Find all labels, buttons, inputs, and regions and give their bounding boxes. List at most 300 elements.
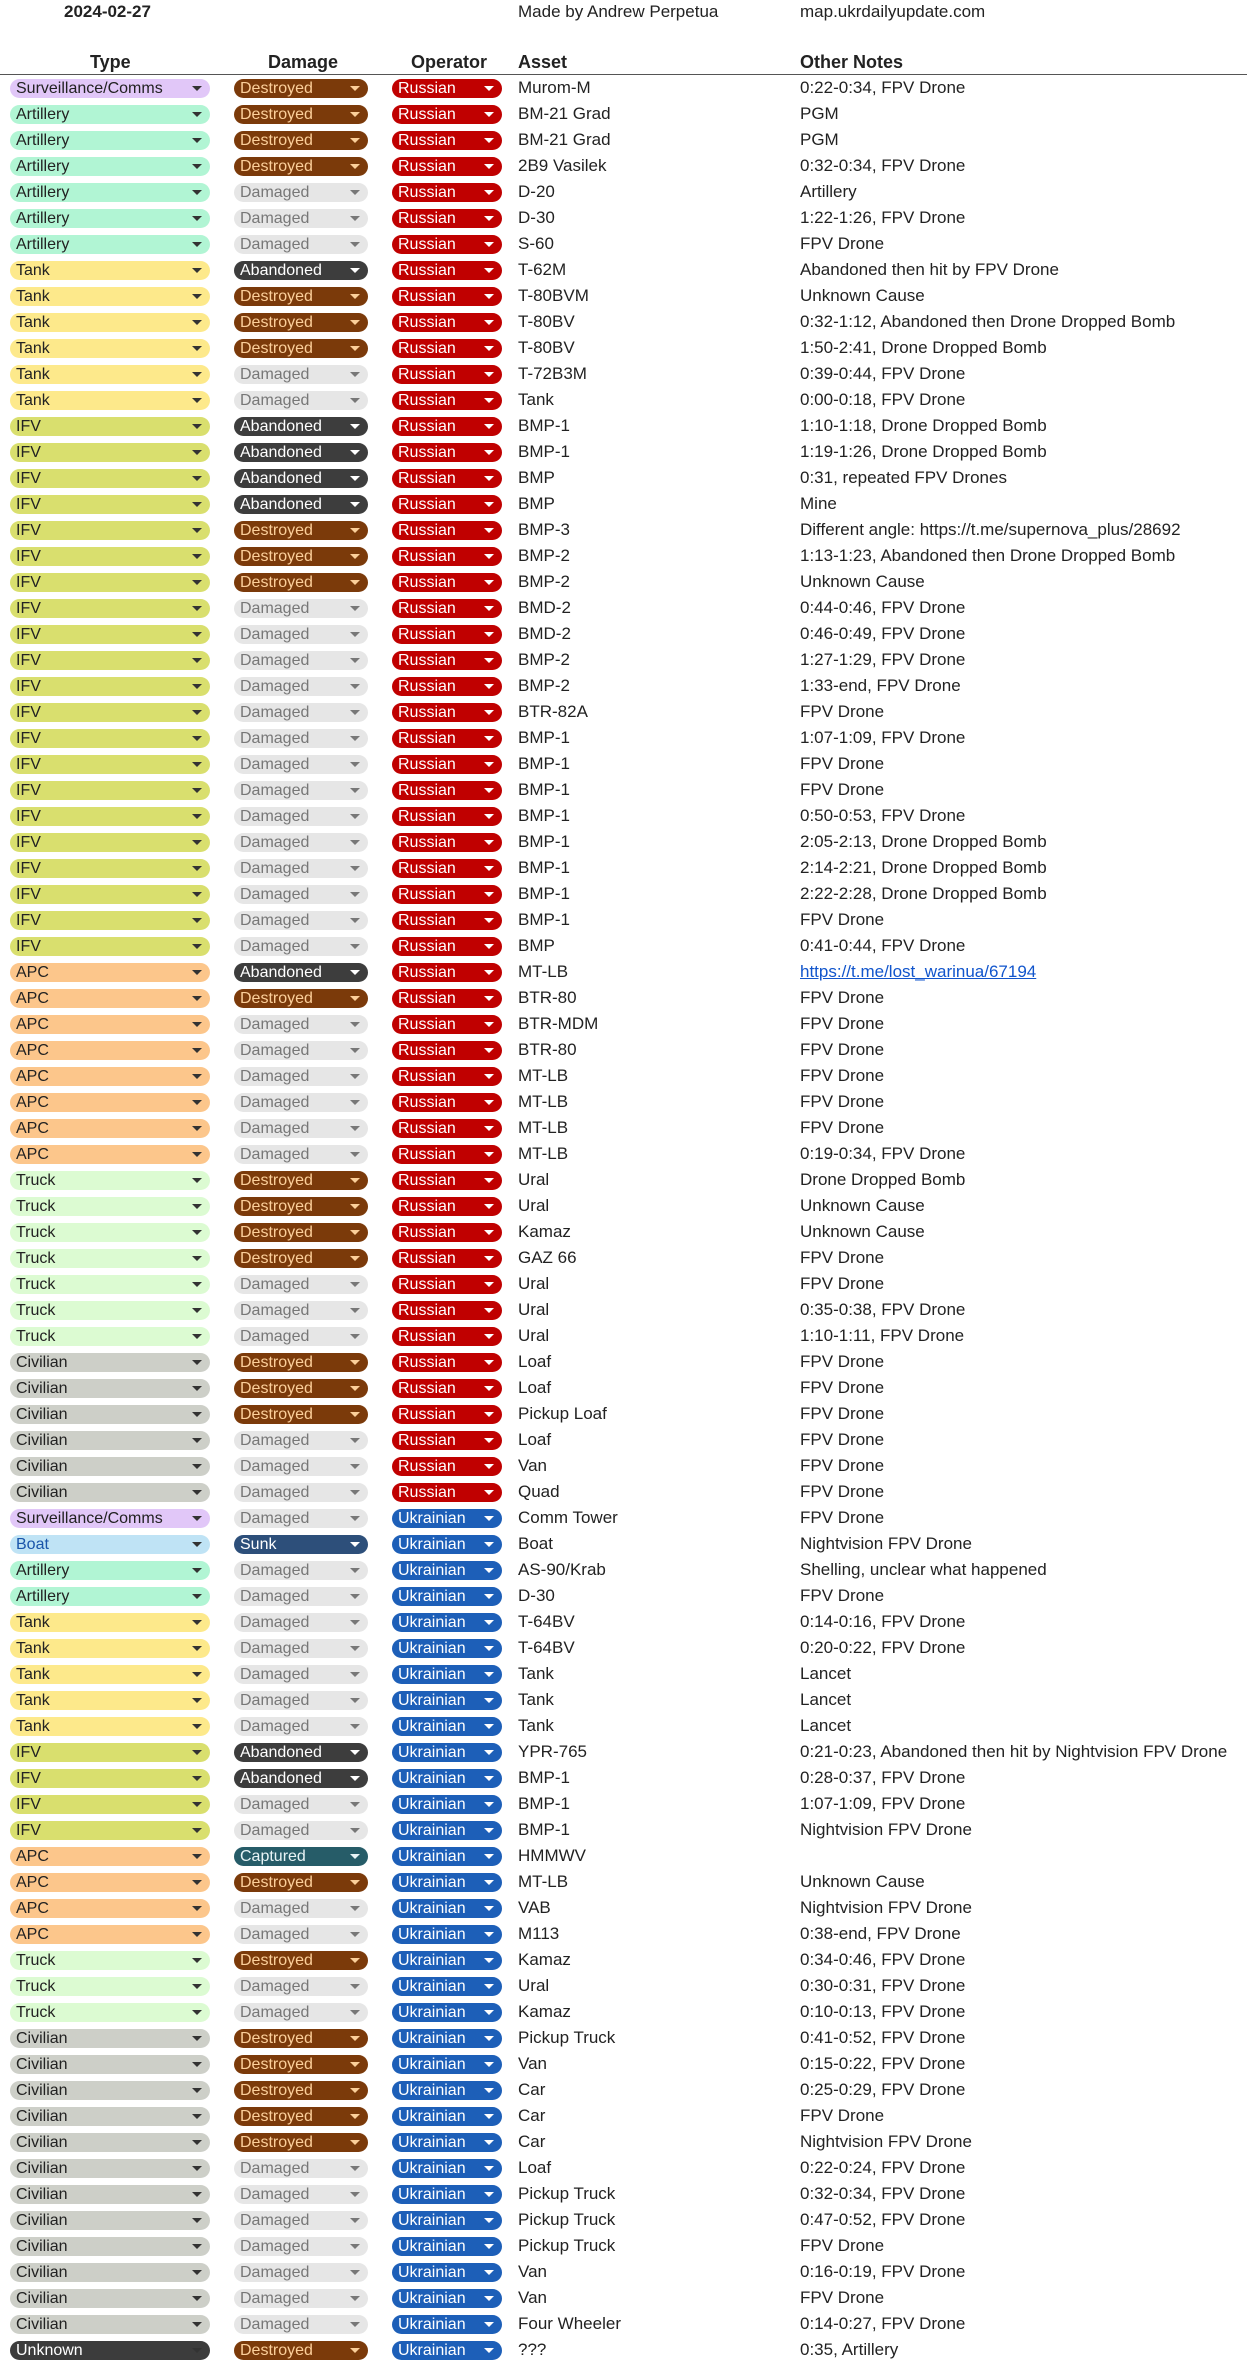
type-dropdown[interactable] (10, 1145, 210, 1164)
operator-dropdown[interactable] (392, 105, 502, 124)
operator-dropdown[interactable] (392, 1665, 502, 1684)
operator-dropdown[interactable] (392, 1145, 502, 1164)
damage-dropdown[interactable] (234, 443, 368, 462)
damage-dropdown[interactable] (234, 105, 368, 124)
operator-dropdown[interactable] (392, 2185, 502, 2204)
notes-cell: 1:22-1:26, FPV Drone (800, 208, 966, 227)
operator-dropdown[interactable] (392, 599, 502, 618)
damage-dropdown-label: Damaged (240, 392, 310, 409)
operator-dropdown[interactable] (392, 755, 502, 774)
operator-dropdown[interactable] (392, 365, 502, 384)
operator-dropdown[interactable] (392, 1613, 502, 1632)
type-dropdown[interactable] (10, 1847, 210, 1866)
operator-dropdown[interactable] (392, 1015, 502, 1034)
damage-dropdown[interactable] (234, 261, 368, 280)
damage-dropdown[interactable] (234, 781, 368, 800)
operator-dropdown[interactable] (392, 1171, 502, 1190)
type-dropdown[interactable] (10, 2211, 210, 2230)
operator-dropdown[interactable] (392, 443, 502, 462)
damage-dropdown[interactable] (234, 131, 368, 150)
operator-dropdown[interactable] (392, 651, 502, 670)
damage-dropdown[interactable] (234, 1041, 368, 1060)
asset-cell: Van (518, 2054, 547, 2073)
type-dropdown[interactable] (10, 79, 210, 98)
caret-down-icon (350, 996, 360, 1001)
type-dropdown[interactable] (10, 1509, 210, 1528)
type-dropdown[interactable] (10, 1171, 210, 1190)
type-dropdown[interactable] (10, 833, 210, 852)
damage-dropdown[interactable] (234, 1379, 368, 1398)
operator-dropdown[interactable] (392, 2029, 502, 2048)
damage-dropdown[interactable] (234, 1743, 368, 1762)
damage-dropdown[interactable] (234, 1067, 368, 1086)
operator-dropdown[interactable] (392, 1821, 502, 1840)
type-dropdown[interactable] (10, 781, 210, 800)
operator-dropdown[interactable] (392, 1431, 502, 1450)
type-dropdown[interactable] (10, 1613, 210, 1632)
damage-dropdown[interactable] (234, 1561, 368, 1580)
type-dropdown[interactable] (10, 859, 210, 878)
operator-dropdown[interactable] (392, 807, 502, 826)
operator-dropdown[interactable] (392, 1379, 502, 1398)
type-dropdown[interactable] (10, 1717, 210, 1736)
operator-dropdown[interactable] (392, 1535, 502, 1554)
operator-dropdown[interactable] (392, 625, 502, 644)
operator-dropdown[interactable] (392, 1717, 502, 1736)
asset-cell: D-30 (518, 1586, 555, 1605)
type-dropdown[interactable] (10, 2133, 210, 2152)
type-dropdown[interactable] (10, 573, 210, 592)
type-dropdown[interactable] (10, 469, 210, 488)
operator-dropdown[interactable] (392, 2107, 502, 2126)
type-dropdown[interactable] (10, 1379, 210, 1398)
damage-dropdown[interactable] (234, 1847, 368, 1866)
damage-dropdown[interactable] (234, 625, 368, 644)
operator-dropdown-label: Ukrainian (398, 1978, 466, 1995)
damage-dropdown-label: Destroyed (240, 1874, 313, 1891)
damage-dropdown[interactable] (234, 1353, 368, 1372)
type-dropdown[interactable] (10, 703, 210, 722)
asset-cell: Pickup Truck (518, 2028, 616, 2047)
operator-dropdown[interactable] (392, 2237, 502, 2256)
damage-dropdown[interactable] (234, 963, 368, 982)
damage-dropdown[interactable] (234, 833, 368, 852)
damage-dropdown[interactable] (234, 79, 368, 98)
type-dropdown[interactable] (10, 651, 210, 670)
type-dropdown[interactable] (10, 2263, 210, 2282)
type-dropdown[interactable] (10, 365, 210, 384)
damage-dropdown[interactable] (234, 2263, 368, 2282)
damage-dropdown[interactable] (234, 1145, 368, 1164)
damage-dropdown[interactable] (234, 807, 368, 826)
type-dropdown[interactable] (10, 157, 210, 176)
caret-down-icon (350, 840, 360, 845)
type-dropdown[interactable] (10, 1873, 210, 1892)
operator-dropdown[interactable] (392, 2159, 502, 2178)
damage-dropdown[interactable] (234, 599, 368, 618)
damage-dropdown[interactable] (234, 2003, 368, 2022)
type-dropdown[interactable] (10, 235, 210, 254)
operator-dropdown[interactable] (392, 521, 502, 540)
damage-dropdown[interactable] (234, 365, 368, 384)
type-dropdown[interactable] (10, 339, 210, 358)
operator-dropdown[interactable] (392, 2315, 502, 2334)
damage-dropdown[interactable] (234, 1223, 368, 1242)
type-dropdown[interactable] (10, 1353, 210, 1372)
operator-dropdown[interactable] (392, 1301, 502, 1320)
operator-dropdown[interactable] (392, 417, 502, 436)
damage-dropdown[interactable] (234, 1405, 368, 1424)
operator-dropdown[interactable] (392, 963, 502, 982)
operator-dropdown[interactable] (392, 1899, 502, 1918)
damage-dropdown[interactable] (234, 209, 368, 228)
operator-dropdown[interactable] (392, 833, 502, 852)
operator-dropdown[interactable] (392, 1119, 502, 1138)
operator-dropdown[interactable] (392, 313, 502, 332)
damage-dropdown[interactable] (234, 1171, 368, 1190)
damage-dropdown[interactable] (234, 2055, 368, 2074)
type-dropdown[interactable] (10, 1951, 210, 1970)
damage-dropdown[interactable] (234, 729, 368, 748)
caret-down-icon (484, 1048, 494, 1053)
operator-dropdown[interactable] (392, 703, 502, 722)
caret-down-icon (350, 1308, 360, 1313)
type-dropdown[interactable] (10, 963, 210, 982)
type-dropdown-label: Civilian (16, 2264, 68, 2281)
damage-dropdown[interactable] (234, 1483, 368, 1502)
caret-down-icon (350, 2270, 360, 2275)
damage-dropdown[interactable] (234, 2289, 368, 2308)
caret-down-icon (484, 2296, 494, 2301)
damage-dropdown[interactable] (234, 1639, 368, 1658)
type-dropdown[interactable] (10, 1223, 210, 1242)
damage-dropdown[interactable] (234, 1613, 368, 1632)
operator-dropdown[interactable] (392, 209, 502, 228)
operator-dropdown[interactable] (392, 1561, 502, 1580)
operator-dropdown[interactable] (392, 2341, 502, 2360)
caret-down-icon (192, 1308, 202, 1313)
table-row (0, 413, 1247, 439)
operator-dropdown[interactable] (392, 2003, 502, 2022)
damage-dropdown[interactable] (234, 287, 368, 306)
type-dropdown[interactable] (10, 1587, 210, 1606)
type-dropdown[interactable] (10, 1483, 210, 1502)
operator-dropdown[interactable] (392, 1743, 502, 1762)
operator-dropdown[interactable] (392, 79, 502, 98)
operator-dropdown[interactable] (392, 1951, 502, 1970)
type-dropdown[interactable] (10, 287, 210, 306)
type-dropdown[interactable] (10, 2315, 210, 2334)
operator-dropdown[interactable] (392, 1457, 502, 1476)
operator-dropdown[interactable] (392, 235, 502, 254)
operator-dropdown[interactable] (392, 1483, 502, 1502)
operator-dropdown[interactable] (392, 2055, 502, 2074)
operator-dropdown-label: Ukrainian (398, 2342, 466, 2359)
operator-dropdown[interactable] (392, 1639, 502, 1658)
type-dropdown[interactable] (10, 1639, 210, 1658)
type-dropdown[interactable] (10, 2081, 210, 2100)
damage-dropdown[interactable] (234, 2237, 368, 2256)
damage-dropdown[interactable] (234, 1873, 368, 1892)
type-dropdown[interactable] (10, 625, 210, 644)
operator-dropdown[interactable] (392, 2133, 502, 2152)
damage-dropdown[interactable] (234, 1717, 368, 1736)
operator-dropdown[interactable] (392, 1405, 502, 1424)
operator-dropdown[interactable] (392, 1223, 502, 1242)
type-dropdown[interactable] (10, 547, 210, 566)
type-dropdown[interactable] (10, 1249, 210, 1268)
operator-dropdown[interactable] (392, 1847, 502, 1866)
damage-dropdown-label: Destroyed (240, 132, 313, 149)
damage-dropdown[interactable] (234, 1509, 368, 1528)
damage-dropdown[interactable] (234, 1015, 368, 1034)
caret-down-icon (350, 1230, 360, 1235)
damage-dropdown[interactable] (234, 157, 368, 176)
caret-down-icon (350, 1334, 360, 1339)
damage-dropdown[interactable] (234, 1899, 368, 1918)
operator-dropdown[interactable] (392, 1977, 502, 1996)
type-dropdown[interactable] (10, 1561, 210, 1580)
type-dropdown[interactable] (10, 1743, 210, 1762)
type-dropdown[interactable] (10, 1119, 210, 1138)
type-dropdown[interactable] (10, 2055, 210, 2074)
type-dropdown[interactable] (10, 2159, 210, 2178)
type-dropdown[interactable] (10, 1457, 210, 1476)
damage-dropdown[interactable] (234, 2029, 368, 2048)
damage-dropdown[interactable] (234, 391, 368, 410)
operator-dropdown[interactable] (392, 339, 502, 358)
type-dropdown[interactable] (10, 261, 210, 280)
type-dropdown[interactable] (10, 729, 210, 748)
type-dropdown[interactable] (10, 2341, 210, 2360)
damage-dropdown[interactable] (234, 1535, 368, 1554)
type-dropdown[interactable] (10, 2029, 210, 2048)
operator-dropdown[interactable] (392, 157, 502, 176)
type-dropdown[interactable] (10, 521, 210, 540)
table-row (0, 1947, 1247, 1973)
damage-dropdown[interactable] (234, 1587, 368, 1606)
operator-dropdown[interactable] (392, 183, 502, 202)
operator-dropdown[interactable] (392, 1353, 502, 1372)
type-dropdown[interactable] (10, 183, 210, 202)
damage-dropdown[interactable] (234, 1197, 368, 1216)
type-dropdown[interactable] (10, 495, 210, 514)
operator-dropdown-label: Russian (398, 626, 456, 643)
type-dropdown[interactable] (10, 209, 210, 228)
caret-down-icon (350, 424, 360, 429)
damage-dropdown-label: Damaged (240, 808, 310, 825)
type-dropdown[interactable] (10, 1535, 210, 1554)
type-dropdown[interactable] (10, 2003, 210, 2022)
operator-dropdown[interactable] (392, 1327, 502, 1346)
type-dropdown[interactable] (10, 1275, 210, 1294)
type-dropdown[interactable] (10, 937, 210, 956)
damage-dropdown[interactable] (234, 2211, 368, 2230)
caret-down-icon (484, 190, 494, 195)
damage-dropdown[interactable] (234, 1275, 368, 1294)
operator-dropdown-label: Russian (398, 288, 456, 305)
operator-dropdown[interactable] (392, 1093, 502, 1112)
type-dropdown[interactable] (10, 1821, 210, 1840)
type-dropdown[interactable] (10, 1769, 210, 1788)
damage-dropdown[interactable] (234, 2133, 368, 2152)
damage-dropdown-label: Destroyed (240, 1250, 313, 1267)
table-row (0, 751, 1247, 777)
type-dropdown[interactable] (10, 1899, 210, 1918)
operator-dropdown[interactable] (392, 495, 502, 514)
caret-down-icon (350, 1100, 360, 1105)
type-dropdown-label: Civilian (16, 1458, 68, 1475)
operator-dropdown[interactable] (392, 989, 502, 1008)
operator-dropdown[interactable] (392, 2263, 502, 2282)
damage-dropdown[interactable] (234, 2081, 368, 2100)
damage-dropdown[interactable] (234, 885, 368, 904)
operator-dropdown[interactable] (392, 937, 502, 956)
caret-down-icon (484, 1360, 494, 1365)
type-dropdown[interactable] (10, 1041, 210, 1060)
damage-dropdown[interactable] (234, 1795, 368, 1814)
operator-dropdown[interactable] (392, 1691, 502, 1710)
damage-dropdown[interactable] (234, 1249, 368, 1268)
damage-dropdown[interactable] (234, 495, 368, 514)
damage-dropdown[interactable] (234, 937, 368, 956)
notes-link[interactable]: https://t.me/lost_warinua/67194 (800, 962, 1037, 981)
damage-dropdown[interactable] (234, 1093, 368, 1112)
operator-dropdown[interactable] (392, 859, 502, 878)
type-dropdown[interactable] (10, 1197, 210, 1216)
damage-dropdown[interactable] (234, 469, 368, 488)
operator-dropdown[interactable] (392, 131, 502, 150)
damage-dropdown[interactable] (234, 1951, 368, 1970)
type-dropdown[interactable] (10, 677, 210, 696)
type-dropdown[interactable] (10, 1795, 210, 1814)
operator-dropdown[interactable] (392, 573, 502, 592)
damage-dropdown[interactable] (234, 2315, 368, 2334)
type-dropdown[interactable] (10, 1691, 210, 1710)
operator-dropdown[interactable] (392, 677, 502, 696)
damage-dropdown[interactable] (234, 2341, 368, 2360)
damage-dropdown[interactable] (234, 989, 368, 1008)
table-row (0, 1167, 1247, 1193)
caret-down-icon (484, 2036, 494, 2041)
damage-dropdown[interactable] (234, 1327, 368, 1346)
damage-dropdown[interactable] (234, 547, 368, 566)
type-dropdown[interactable] (10, 1301, 210, 1320)
type-dropdown[interactable] (10, 807, 210, 826)
operator-dropdown[interactable] (392, 287, 502, 306)
type-dropdown[interactable] (10, 2185, 210, 2204)
type-dropdown[interactable] (10, 1327, 210, 1346)
type-dropdown[interactable] (10, 599, 210, 618)
table-row (0, 1375, 1247, 1401)
type-dropdown[interactable] (10, 2289, 210, 2308)
damage-dropdown[interactable] (234, 677, 368, 696)
operator-dropdown[interactable] (392, 1275, 502, 1294)
type-dropdown[interactable] (10, 2237, 210, 2256)
operator-dropdown[interactable] (392, 1249, 502, 1268)
caret-down-icon (350, 1022, 360, 1027)
operator-dropdown[interactable] (392, 261, 502, 280)
damage-dropdown[interactable] (234, 1925, 368, 1944)
damage-dropdown[interactable] (234, 1301, 368, 1320)
type-dropdown[interactable] (10, 443, 210, 462)
operator-dropdown[interactable] (392, 1769, 502, 1788)
operator-dropdown[interactable] (392, 1873, 502, 1892)
damage-dropdown[interactable] (234, 1821, 368, 1840)
damage-dropdown[interactable] (234, 313, 368, 332)
damage-dropdown[interactable] (234, 183, 368, 202)
type-dropdown[interactable] (10, 911, 210, 930)
operator-dropdown[interactable] (392, 1795, 502, 1814)
damage-dropdown[interactable] (234, 1769, 368, 1788)
type-dropdown[interactable] (10, 755, 210, 774)
type-dropdown[interactable] (10, 313, 210, 332)
damage-dropdown[interactable] (234, 1665, 368, 1684)
operator-dropdown[interactable] (392, 2289, 502, 2308)
operator-dropdown[interactable] (392, 469, 502, 488)
damage-dropdown[interactable] (234, 2185, 368, 2204)
damage-dropdown[interactable] (234, 859, 368, 878)
type-dropdown[interactable] (10, 989, 210, 1008)
operator-dropdown[interactable] (392, 1509, 502, 1528)
operator-dropdown[interactable] (392, 729, 502, 748)
damage-dropdown[interactable] (234, 235, 368, 254)
type-dropdown[interactable] (10, 391, 210, 410)
type-dropdown[interactable] (10, 1925, 210, 1944)
damage-dropdown[interactable] (234, 651, 368, 670)
type-dropdown[interactable] (10, 1665, 210, 1684)
operator-dropdown[interactable] (392, 391, 502, 410)
operator-dropdown[interactable] (392, 1041, 502, 1060)
type-dropdown[interactable] (10, 417, 210, 436)
damage-dropdown[interactable] (234, 1431, 368, 1450)
type-dropdown[interactable] (10, 1093, 210, 1112)
operator-dropdown[interactable] (392, 781, 502, 800)
type-dropdown[interactable] (10, 105, 210, 124)
damage-dropdown[interactable] (234, 2159, 368, 2178)
operator-dropdown[interactable] (392, 1587, 502, 1606)
damage-dropdown[interactable] (234, 417, 368, 436)
damage-dropdown[interactable] (234, 521, 368, 540)
operator-dropdown[interactable] (392, 911, 502, 930)
type-dropdown[interactable] (10, 131, 210, 150)
operator-dropdown[interactable] (392, 1067, 502, 1086)
damage-dropdown[interactable] (234, 1457, 368, 1476)
type-dropdown[interactable] (10, 1067, 210, 1086)
type-dropdown[interactable] (10, 1977, 210, 1996)
type-dropdown[interactable] (10, 885, 210, 904)
damage-dropdown[interactable] (234, 573, 368, 592)
operator-dropdown[interactable] (392, 547, 502, 566)
damage-dropdown[interactable] (234, 1977, 368, 1996)
damage-dropdown[interactable] (234, 1691, 368, 1710)
damage-dropdown[interactable] (234, 755, 368, 774)
operator-dropdown[interactable] (392, 2211, 502, 2230)
operator-dropdown[interactable] (392, 885, 502, 904)
operator-dropdown[interactable] (392, 1925, 502, 1944)
type-dropdown[interactable] (10, 1431, 210, 1450)
operator-dropdown[interactable] (392, 1197, 502, 1216)
damage-dropdown[interactable] (234, 339, 368, 358)
damage-dropdown[interactable] (234, 911, 368, 930)
type-dropdown[interactable] (10, 1015, 210, 1034)
damage-dropdown[interactable] (234, 2107, 368, 2126)
damage-dropdown[interactable] (234, 703, 368, 722)
type-dropdown[interactable] (10, 2107, 210, 2126)
operator-dropdown[interactable] (392, 2081, 502, 2100)
damage-dropdown[interactable] (234, 1119, 368, 1138)
type-dropdown[interactable] (10, 1405, 210, 1424)
